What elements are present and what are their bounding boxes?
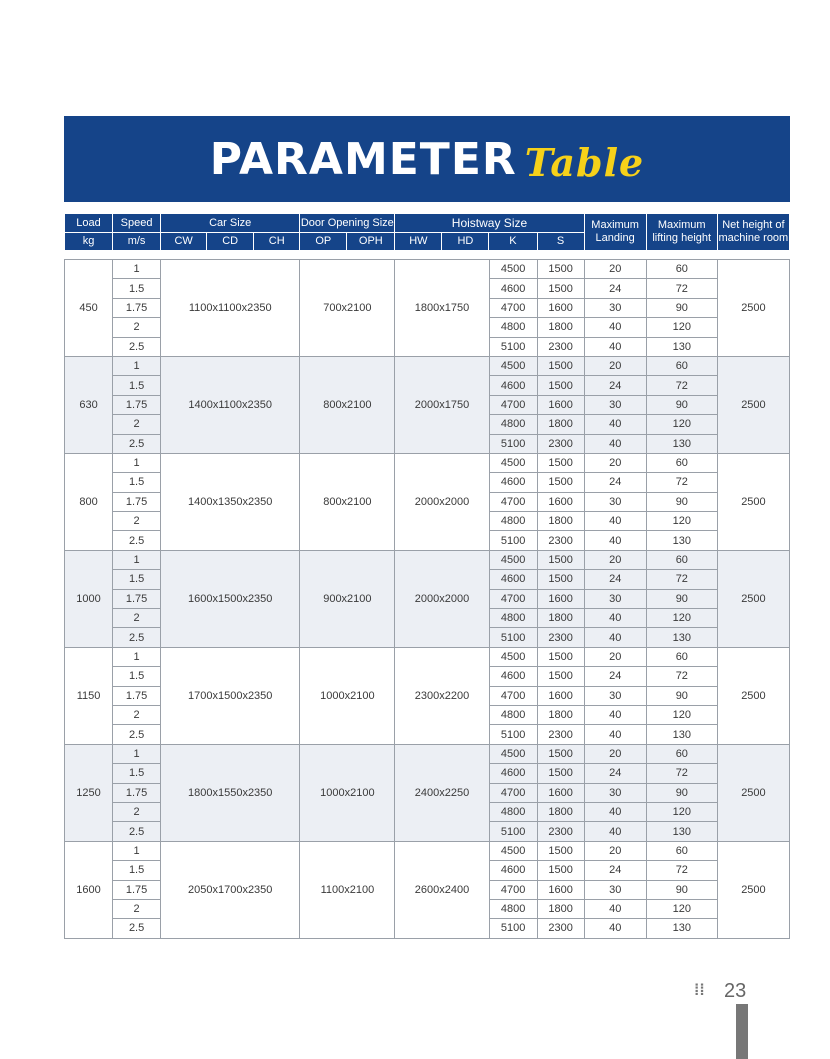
k-cell: 4600: [489, 861, 537, 880]
landing-cell: 40: [584, 628, 646, 647]
speed-cell: 2.5: [113, 919, 161, 938]
k-cell: 4700: [489, 492, 537, 511]
speed-cell: 1.5: [113, 473, 161, 492]
lifting-height-cell: 90: [646, 589, 717, 608]
header-k: K: [489, 232, 537, 251]
speed-cell: 1.75: [113, 783, 161, 802]
table-header: [64, 213, 790, 251]
k-cell: 4700: [489, 589, 537, 608]
load-cell: 630: [65, 356, 113, 453]
speed-cell: 2: [113, 415, 161, 434]
s-cell: 1600: [537, 492, 584, 511]
landing-cell: 20: [584, 744, 646, 763]
s-cell: 1800: [537, 415, 584, 434]
s-cell: 1500: [537, 764, 584, 783]
table-row: [65, 260, 790, 279]
speed-cell: 1.5: [113, 570, 161, 589]
lifting-height-cell: 60: [646, 744, 717, 763]
landing-cell: 40: [584, 802, 646, 821]
s-cell: 2300: [537, 822, 584, 841]
door-opening-cell: 700x2100: [300, 260, 395, 357]
speed-cell: 1.5: [113, 376, 161, 395]
door-opening-cell: 1000x2100: [300, 647, 395, 744]
s-cell: 1800: [537, 705, 584, 724]
landing-cell: 20: [584, 647, 646, 666]
car-size-cell: 1400x1350x2350: [161, 453, 300, 550]
speed-cell: 2: [113, 705, 161, 724]
lifting-height-cell: 120: [646, 512, 717, 531]
s-cell: 1500: [537, 453, 584, 472]
landing-cell: 30: [584, 395, 646, 414]
speed-cell: 1.5: [113, 667, 161, 686]
k-cell: 5100: [489, 531, 537, 550]
s-cell: 1500: [537, 667, 584, 686]
landing-cell: 24: [584, 473, 646, 492]
load-cell: 1600: [65, 841, 113, 938]
speed-cell: 1: [113, 550, 161, 569]
s-cell: 1500: [537, 260, 584, 279]
s-cell: 1800: [537, 318, 584, 337]
hoistway-cell: 2000x2000: [395, 550, 489, 647]
landing-cell: 24: [584, 764, 646, 783]
speed-cell: 1.75: [113, 395, 161, 414]
lifting-height-cell: 90: [646, 298, 717, 317]
header-load: Load: [65, 214, 113, 233]
table-row: [65, 453, 790, 472]
speed-cell: 1.5: [113, 764, 161, 783]
landing-cell: 24: [584, 279, 646, 298]
table-row: [65, 550, 790, 569]
k-cell: 4500: [489, 744, 537, 763]
table-row: [65, 841, 790, 860]
lifting-height-cell: 60: [646, 260, 717, 279]
net-height-cell: 2500: [717, 453, 789, 550]
load-cell: 1000: [65, 550, 113, 647]
door-opening-cell: 1100x2100: [300, 841, 395, 938]
lifting-height-cell: 120: [646, 415, 717, 434]
speed-cell: 2.5: [113, 725, 161, 744]
lifting-height-cell: 90: [646, 492, 717, 511]
k-cell: 4800: [489, 609, 537, 628]
car-size-cell: 2050x1700x2350: [161, 841, 300, 938]
header-oph: OPH: [347, 232, 395, 251]
s-cell: 1500: [537, 647, 584, 666]
speed-cell: 1: [113, 453, 161, 472]
header-cd: CD: [207, 232, 254, 251]
landing-cell: 20: [584, 453, 646, 472]
speed-cell: 2: [113, 512, 161, 531]
speed-cell: 1: [113, 744, 161, 763]
speed-cell: 2.5: [113, 337, 161, 356]
landing-cell: 40: [584, 725, 646, 744]
hoistway-cell: 2300x2200: [395, 647, 489, 744]
landing-cell: 30: [584, 686, 646, 705]
landing-cell: 20: [584, 550, 646, 569]
lifting-height-cell: 90: [646, 395, 717, 414]
s-cell: 1600: [537, 686, 584, 705]
landing-cell: 30: [584, 492, 646, 511]
speed-cell: 1: [113, 841, 161, 860]
s-cell: 1600: [537, 395, 584, 414]
k-cell: 5100: [489, 434, 537, 453]
k-cell: 4500: [489, 550, 537, 569]
header-ch: CH: [254, 232, 300, 251]
table-row: [65, 356, 790, 375]
s-cell: 1500: [537, 744, 584, 763]
table-row: [65, 647, 790, 666]
lifting-height-cell: 60: [646, 550, 717, 569]
header-s: S: [537, 232, 584, 251]
car-size-cell: 1800x1550x2350: [161, 744, 300, 841]
header-maximum-landing: Maximum Landing: [584, 214, 646, 251]
title-main: PARAMETER: [209, 133, 517, 185]
car-size-cell: 1700x1500x2350: [161, 647, 300, 744]
landing-cell: 24: [584, 861, 646, 880]
page-mark: ⁞⁞: [694, 982, 705, 999]
k-cell: 4600: [489, 570, 537, 589]
header-maximum-lifting-height: Maximum lifting height: [646, 214, 717, 251]
k-cell: 4500: [489, 647, 537, 666]
k-cell: 4800: [489, 512, 537, 531]
k-cell: 4600: [489, 376, 537, 395]
lifting-height-cell: 120: [646, 899, 717, 918]
header-hw: HW: [395, 232, 442, 251]
landing-cell: 30: [584, 783, 646, 802]
landing-cell: 24: [584, 570, 646, 589]
header-net-height: Net height of machine room: [717, 214, 789, 251]
hoistway-cell: 2000x1750: [395, 356, 489, 453]
net-height-cell: 2500: [717, 260, 789, 357]
lifting-height-cell: 130: [646, 531, 717, 550]
lifting-height-cell: 72: [646, 279, 717, 298]
k-cell: 5100: [489, 822, 537, 841]
k-cell: 4800: [489, 318, 537, 337]
lifting-height-cell: 72: [646, 667, 717, 686]
landing-cell: 40: [584, 512, 646, 531]
k-cell: 4600: [489, 473, 537, 492]
s-cell: 1500: [537, 473, 584, 492]
door-opening-cell: 1000x2100: [300, 744, 395, 841]
net-height-cell: 2500: [717, 841, 789, 938]
k-cell: 4800: [489, 705, 537, 724]
lifting-height-cell: 90: [646, 686, 717, 705]
lifting-height-cell: 72: [646, 861, 717, 880]
speed-cell: 1.5: [113, 861, 161, 880]
net-height-cell: 2500: [717, 356, 789, 453]
speed-cell: 1.75: [113, 686, 161, 705]
net-height-cell: 2500: [717, 744, 789, 841]
speed-cell: 1: [113, 647, 161, 666]
landing-cell: 30: [584, 589, 646, 608]
hoistway-cell: 2000x2000: [395, 453, 489, 550]
s-cell: 2300: [537, 337, 584, 356]
speed-cell: 2: [113, 318, 161, 337]
lifting-height-cell: 60: [646, 841, 717, 860]
k-cell: 4700: [489, 686, 537, 705]
landing-cell: 40: [584, 705, 646, 724]
lifting-height-cell: 120: [646, 705, 717, 724]
door-opening-cell: 800x2100: [300, 453, 395, 550]
landing-cell: 40: [584, 337, 646, 356]
speed-cell: 2.5: [113, 434, 161, 453]
speed-cell: 2.5: [113, 628, 161, 647]
header-hoistway-size: Hoistway Size: [395, 214, 584, 233]
k-cell: 5100: [489, 628, 537, 647]
speed-cell: 2.5: [113, 531, 161, 550]
s-cell: 2300: [537, 919, 584, 938]
s-cell: 1500: [537, 861, 584, 880]
k-cell: 4700: [489, 880, 537, 899]
k-cell: 4800: [489, 899, 537, 918]
s-cell: 2300: [537, 434, 584, 453]
lifting-height-cell: 60: [646, 453, 717, 472]
s-cell: 1800: [537, 899, 584, 918]
k-cell: 4800: [489, 415, 537, 434]
k-cell: 5100: [489, 337, 537, 356]
lifting-height-cell: 120: [646, 802, 717, 821]
landing-cell: 40: [584, 531, 646, 550]
s-cell: 1600: [537, 589, 584, 608]
hoistway-cell: 2400x2250: [395, 744, 489, 841]
k-cell: 4700: [489, 298, 537, 317]
speed-cell: 2: [113, 899, 161, 918]
title-script: Table: [524, 139, 645, 185]
s-cell: 2300: [537, 725, 584, 744]
s-cell: 1500: [537, 550, 584, 569]
lifting-height-cell: 60: [646, 647, 717, 666]
landing-cell: 24: [584, 376, 646, 395]
k-cell: 4800: [489, 802, 537, 821]
lifting-height-cell: 130: [646, 725, 717, 744]
lifting-height-cell: 130: [646, 628, 717, 647]
lifting-height-cell: 60: [646, 356, 717, 375]
lifting-height-cell: 120: [646, 318, 717, 337]
k-cell: 4500: [489, 453, 537, 472]
s-cell: 1800: [537, 512, 584, 531]
k-cell: 4500: [489, 260, 537, 279]
header-op: OP: [300, 232, 347, 251]
k-cell: 4700: [489, 783, 537, 802]
speed-cell: 1.75: [113, 298, 161, 317]
k-cell: 4600: [489, 279, 537, 298]
speed-cell: 1.75: [113, 880, 161, 899]
s-cell: 1500: [537, 279, 584, 298]
hoistway-cell: 2600x2400: [395, 841, 489, 938]
s-cell: 2300: [537, 628, 584, 647]
landing-cell: 30: [584, 298, 646, 317]
header-unit-ms: m/s: [113, 232, 161, 251]
k-cell: 4700: [489, 395, 537, 414]
load-cell: 1250: [65, 744, 113, 841]
speed-cell: 2: [113, 609, 161, 628]
header-speed: Speed: [113, 214, 161, 233]
s-cell: 1500: [537, 570, 584, 589]
k-cell: 4600: [489, 667, 537, 686]
lifting-height-cell: 90: [646, 783, 717, 802]
landing-cell: 40: [584, 919, 646, 938]
k-cell: 5100: [489, 919, 537, 938]
speed-cell: 1: [113, 260, 161, 279]
speed-cell: 1.5: [113, 279, 161, 298]
speed-cell: 1.75: [113, 492, 161, 511]
s-cell: 1600: [537, 880, 584, 899]
k-cell: 4600: [489, 764, 537, 783]
landing-cell: 40: [584, 434, 646, 453]
door-opening-cell: 800x2100: [300, 356, 395, 453]
s-cell: 1800: [537, 609, 584, 628]
car-size-cell: 1100x1100x2350: [161, 260, 300, 357]
k-cell: 4500: [489, 356, 537, 375]
lifting-height-cell: 120: [646, 609, 717, 628]
landing-cell: 40: [584, 822, 646, 841]
k-cell: 4500: [489, 841, 537, 860]
speed-cell: 1.75: [113, 589, 161, 608]
lifting-height-cell: 72: [646, 473, 717, 492]
page-bar: [736, 1004, 748, 1059]
car-size-cell: 1400x1100x2350: [161, 356, 300, 453]
table-row: [65, 744, 790, 763]
landing-cell: 24: [584, 667, 646, 686]
speed-cell: 2.5: [113, 822, 161, 841]
landing-cell: 40: [584, 899, 646, 918]
parameter-table: [64, 259, 790, 939]
header-car-size: Car Size: [161, 214, 300, 233]
speed-cell: 1: [113, 356, 161, 375]
lifting-height-cell: 72: [646, 376, 717, 395]
lifting-height-cell: 130: [646, 822, 717, 841]
load-cell: 1150: [65, 647, 113, 744]
landing-cell: 40: [584, 318, 646, 337]
header-door-opening-size: Door Opening Size: [300, 214, 395, 233]
landing-cell: 20: [584, 356, 646, 375]
s-cell: 1800: [537, 802, 584, 821]
s-cell: 1500: [537, 376, 584, 395]
lifting-height-cell: 130: [646, 919, 717, 938]
s-cell: 1600: [537, 783, 584, 802]
header-cw: CW: [161, 232, 207, 251]
s-cell: 1500: [537, 356, 584, 375]
title-banner: [64, 116, 790, 202]
load-cell: 450: [65, 260, 113, 357]
lifting-height-cell: 90: [646, 880, 717, 899]
lifting-height-cell: 72: [646, 570, 717, 589]
landing-cell: 40: [584, 609, 646, 628]
speed-cell: 2: [113, 802, 161, 821]
landing-cell: 20: [584, 841, 646, 860]
net-height-cell: 2500: [717, 647, 789, 744]
page-number: 23: [724, 980, 747, 1002]
k-cell: 5100: [489, 725, 537, 744]
landing-cell: 20: [584, 260, 646, 279]
door-opening-cell: 900x2100: [300, 550, 395, 647]
hoistway-cell: 1800x1750: [395, 260, 489, 357]
s-cell: 1500: [537, 841, 584, 860]
header-hd: HD: [442, 232, 489, 251]
lifting-height-cell: 130: [646, 337, 717, 356]
s-cell: 1600: [537, 298, 584, 317]
header-unit-kg: kg: [65, 232, 113, 251]
load-cell: 800: [65, 453, 113, 550]
net-height-cell: 2500: [717, 550, 789, 647]
s-cell: 2300: [537, 531, 584, 550]
landing-cell: 40: [584, 415, 646, 434]
lifting-height-cell: 130: [646, 434, 717, 453]
lifting-height-cell: 72: [646, 764, 717, 783]
car-size-cell: 1600x1500x2350: [161, 550, 300, 647]
landing-cell: 30: [584, 880, 646, 899]
